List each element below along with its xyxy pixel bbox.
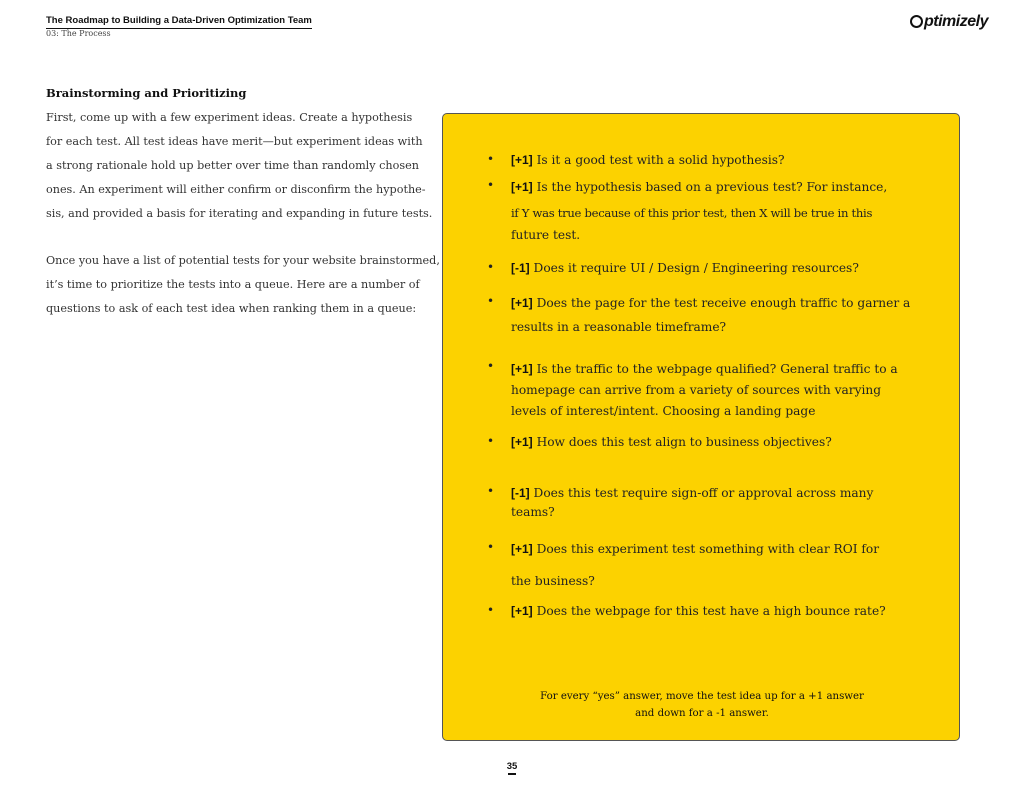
question-text: results in a reasonable timeframe? [511, 320, 727, 334]
score-label: [+1] [511, 180, 533, 194]
logo-o-mark [910, 15, 923, 28]
question-item [487, 359, 911, 422]
question-text: Does it require UI / Design / Engineering resources? [533, 261, 859, 275]
bullet: • [487, 260, 495, 274]
paragraph-line: sis, and provided a basis for iterating and expanding in future tests. [46, 207, 433, 220]
bullet: • [487, 540, 495, 554]
question-text: homepage can arrive from a variety of sources with varying [511, 383, 882, 397]
question-item [487, 484, 911, 522]
bullet: • [487, 434, 495, 448]
score-label: [+1] [511, 153, 533, 167]
question-item [487, 434, 911, 451]
score-label: [+1] [511, 435, 533, 449]
score-label: [+1] [511, 542, 533, 556]
score-label: [+1] [511, 604, 533, 618]
bullet: • [487, 178, 495, 192]
scoring-instructions-line: and down for a -1 answer. [635, 708, 769, 719]
prioritize-paragraph [46, 249, 440, 321]
scoring-instructions [443, 688, 961, 722]
question-text: levels of interest/intent. Choosing a landing page [511, 404, 816, 418]
question-text: Is it a good test with a solid hypothesis? [536, 153, 785, 167]
paragraph-line: ones. An experiment will either confirm or disconfirm the hypothe- [46, 183, 426, 196]
question-text: Does the webpage for this test have a high bounce rate? [536, 604, 886, 618]
optimizely-logo [910, 13, 988, 31]
question-item [487, 294, 911, 336]
question-text: future test. [511, 228, 581, 242]
bullet: • [487, 603, 495, 617]
header-subtitle: 03: The Process [46, 29, 111, 38]
question-text: Does this test require sign-off or approval across many [533, 486, 874, 500]
paragraph-line: Once you have a list of potential tests for your website brainstormed, [46, 254, 440, 267]
paragraph-line: a strong rationale hold up better over time than randomly chosen [46, 159, 419, 172]
paragraph-line: it’s time to prioritize the tests into a queue. Here are a number of [46, 278, 420, 291]
paragraph-line: for each test. All test ideas have merit—but experiment ideas with [46, 135, 423, 148]
bullet: • [487, 294, 495, 308]
score-label: [+1] [511, 296, 533, 310]
score-label: [+1] [511, 362, 533, 376]
logo-text: ptimizely [924, 13, 988, 30]
header-title: The Roadmap to Building a Data-Driven Optimization Team [46, 15, 312, 29]
question-text: the business? [511, 574, 595, 588]
question-text: How does this test align to business objectives? [536, 435, 832, 449]
question-item [487, 178, 911, 244]
question-text: if Y was true because of this prior test, then X will be true in this [511, 206, 873, 220]
questions-callout-box [442, 113, 960, 741]
question-item [487, 152, 911, 169]
bullet: • [487, 152, 495, 166]
bullet: • [487, 484, 495, 498]
intro-paragraph [46, 106, 433, 226]
question-text: teams? [511, 505, 555, 519]
paragraph-line: questions to ask of each test idea when ranking them in a queue: [46, 302, 417, 315]
question-text: Does the page for the test receive enough traffic to garner a [536, 296, 911, 310]
question-text: Is the traffic to the webpage qualified? General traffic to a [536, 362, 898, 376]
score-label: [-1] [511, 261, 530, 275]
question-item [487, 603, 911, 620]
page-number-rule [508, 773, 516, 775]
question-text: Does this experiment test something with clear ROI for [536, 542, 880, 556]
paragraph-line: First, come up with a few experiment ideas. Create a hypothesis [46, 111, 413, 124]
question-item [487, 260, 911, 277]
score-label: [-1] [511, 486, 530, 500]
bullet: • [487, 359, 495, 373]
section-heading: Brainstorming and Prioritizing [46, 86, 247, 100]
scoring-instructions-line: For every “yes” answer, move the test idea up for a +1 answer [540, 691, 864, 702]
page-number: 35 [506, 761, 518, 772]
question-item [487, 540, 911, 590]
question-text: Is the hypothesis based on a previous test? For instance, [536, 180, 888, 194]
